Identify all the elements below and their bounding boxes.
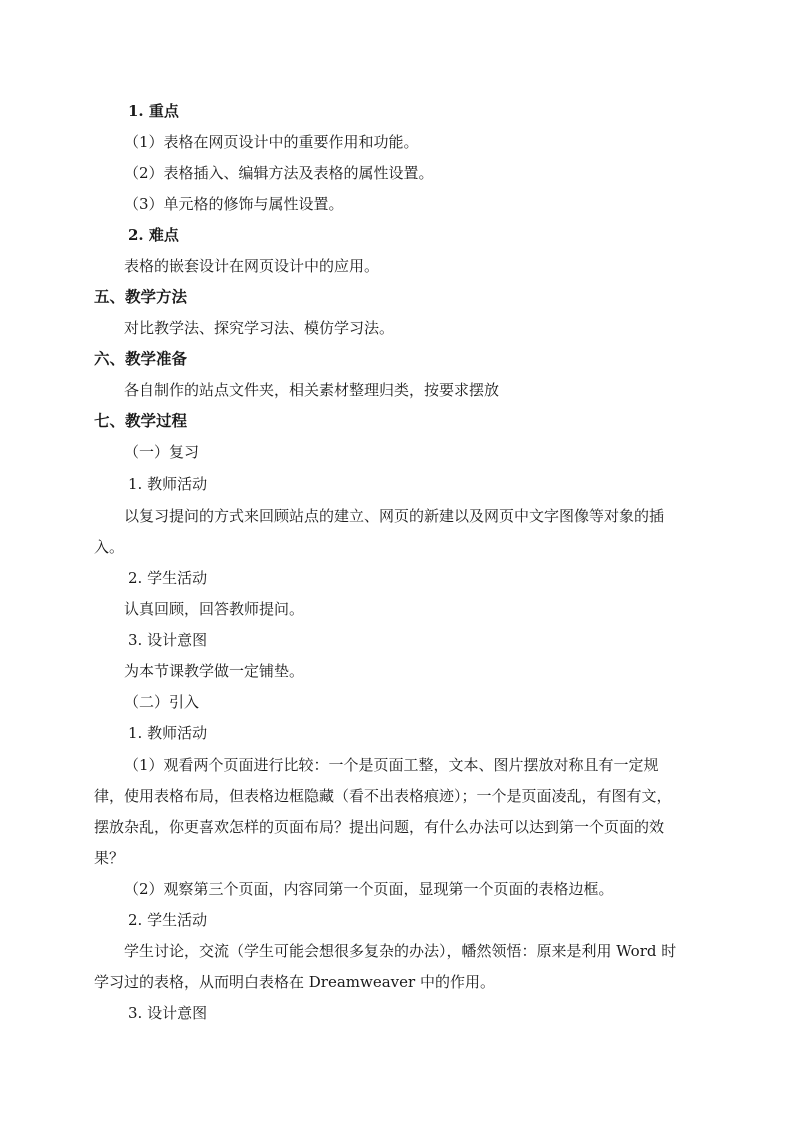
list-item: （1）观看两个页面进行比较：一个是页面工整，文本、图片摆放对称且有一定规 bbox=[124, 756, 659, 774]
subheading: 2. 学生活动 bbox=[128, 911, 208, 929]
subheading: 2. 学生活动 bbox=[128, 569, 208, 587]
paragraph-continuation: 律，使用表格布局，但表格边框隐藏（看不出表格痕迹）；一个是页面凌乱，有图有文， bbox=[94, 787, 672, 805]
list-item: （1）表格在网页设计中的重要作用和功能。 bbox=[124, 133, 419, 151]
paragraph: 对比教学法、探究学习法、模仿学习法。 bbox=[124, 319, 395, 337]
paragraph-continuation: 入。 bbox=[94, 538, 125, 556]
section-heading-methods: 五、教学方法 bbox=[94, 287, 188, 306]
subheading-key-points: 1. 重点 bbox=[128, 102, 179, 120]
list-item: （一）复习 bbox=[124, 443, 200, 461]
paragraph: 以复习提问的方式来回顾站点的建立、网页的新建以及网页中文字图像等对象的插 bbox=[124, 507, 665, 525]
section-heading-process: 七、教学过程 bbox=[94, 411, 188, 430]
list-item: （2）观察第三个页面，内容同第一个页面，显现第一个页面的表格边框。 bbox=[124, 880, 614, 898]
subheading: 1. 教师活动 bbox=[128, 724, 208, 742]
paragraph: 学生讨论，交流（学生可能会想很多复杂的办法），幡然领悟：原来是利用 Word 时 bbox=[124, 942, 677, 960]
list-item: （2）表格插入、编辑方法及表格的属性设置。 bbox=[124, 164, 434, 182]
subheading: 3. 设计意图 bbox=[128, 1004, 208, 1022]
paragraph: 为本节课教学做一定铺垫。 bbox=[124, 662, 305, 680]
subheading-difficult-points: 2. 难点 bbox=[128, 226, 179, 244]
paragraph: 各自制作的站点文件夹，相关素材整理归类，按要求摆放 bbox=[124, 381, 500, 399]
list-item: （二）引入 bbox=[124, 693, 200, 711]
subheading: 1. 教师活动 bbox=[128, 475, 208, 493]
paragraph: 表格的嵌套设计在网页设计中的应用。 bbox=[124, 257, 380, 275]
list-item: （3）单元格的修饰与属性设置。 bbox=[124, 195, 344, 213]
paragraph-continuation: 摆放杂乱，你更喜欢怎样的页面布局？提出问题，有什么办法可以达到第一个页面的效 bbox=[94, 818, 665, 836]
section-heading-preparation: 六、教学准备 bbox=[94, 349, 188, 368]
subheading: 3. 设计意图 bbox=[128, 631, 208, 649]
paragraph-continuation: 果？ bbox=[94, 849, 125, 867]
paragraph-continuation: 学习过的表格，从而明白表格在 Dreamweaver 中的作用。 bbox=[94, 973, 495, 991]
paragraph: 认真回顾，回答教师提问。 bbox=[124, 600, 305, 618]
